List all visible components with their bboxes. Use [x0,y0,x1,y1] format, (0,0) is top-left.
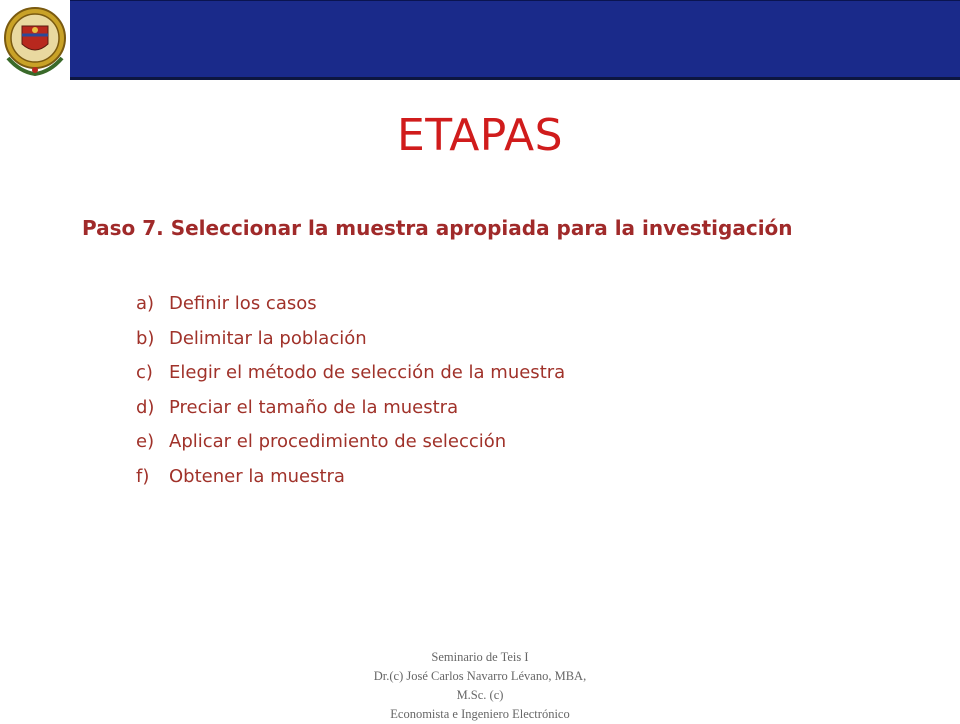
list-marker: c) [136,362,153,383]
list-item-text: Preciar el tamaño de la muestra [169,396,459,418]
step-list [136,290,565,497]
list-item [136,359,565,394]
list-marker: b) [136,327,155,349]
list-marker: a) [136,293,155,314]
list-item-text: Aplicar el procedimiento de selección [169,431,507,452]
footer-line: Seminario de Teis I [431,650,529,664]
list-item-text: Definir los casos [169,293,317,314]
footer-line: M.Sc. (c) [456,688,504,702]
list-marker: e) [136,431,155,452]
list-item [136,428,565,463]
footer-credits [330,648,630,724]
footer-line: Economista e Ingeniero Electrónico [390,707,570,721]
university-crest-icon [0,0,70,80]
slide-title: ETAPAS [396,110,564,161]
list-item-text: Elegir el método de selección de la muestra [169,362,566,383]
list-item-text: Delimitar la población [169,327,367,349]
list-item [136,463,565,498]
list-marker: f) [136,465,150,487]
footer-line: Dr.(c) José Carlos Navarro Lévano, MBA, [373,669,587,683]
list-item-text: Obtener la muestra [169,465,345,487]
list-item [136,394,565,429]
list-item [136,325,565,360]
header-bar [0,0,960,80]
list-item [136,290,565,325]
list-marker: d) [136,396,155,418]
step-heading: Paso 7. Seleccionar la muestra apropiada para la investigación [82,216,793,240]
